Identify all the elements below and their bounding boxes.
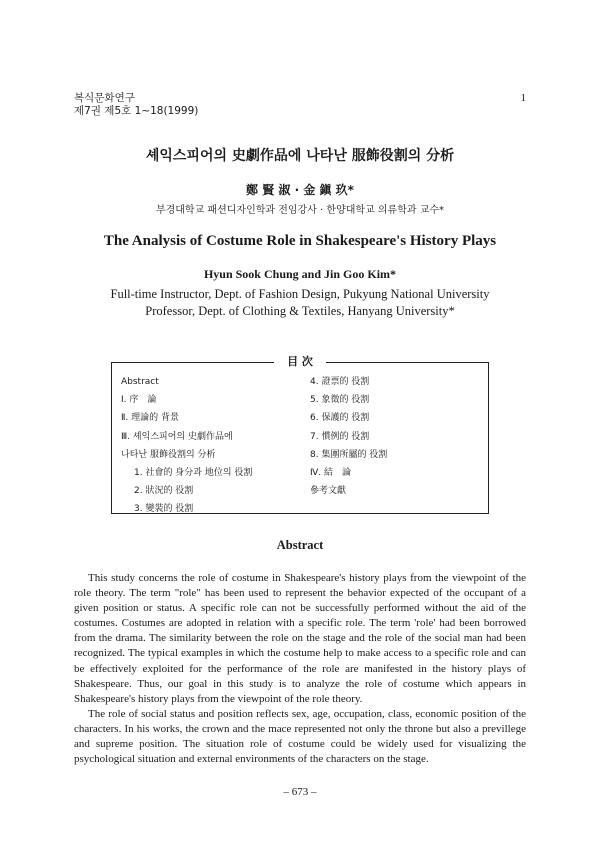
abstract-paragraph: The role of social status and position reflects sex, age, occupation, class, economic position of the characters. In his works, the crown and the mace represented not only the throne but also a previllege and supreme position. The situation role of costume could be widely used for visualizing the psychological situation and external environments of the characters on the stage. <box>74 707 526 766</box>
affiliation-korean: 부경대학교 패션디자인학과 전임강사 · 한양대학교 의류학과 교수* <box>155 205 445 216</box>
page-number-bottom: – 673 – <box>283 786 317 798</box>
toc-item: Ⅰ. 序 論 <box>121 395 157 406</box>
toc-item: Ⅲ. 셰익스피어의 史劇作品에 <box>121 431 233 442</box>
affiliation-english-line1: Full-time Instructor, Dept. of Fashion Design, Pukyung National University <box>110 287 490 301</box>
toc-item: 3. 變裝的 役割 <box>134 504 194 515</box>
affiliation-english-line2: Professor, Dept. of Clothing & Textiles, Hanyang University* <box>145 304 455 318</box>
toc-item: 參考文獻 <box>310 486 347 497</box>
toc-left-column <box>121 373 252 519</box>
journal-volume: 제7권 제5호 1~18(1999) <box>74 105 199 117</box>
journal-citation <box>74 92 198 118</box>
toc-item: 7. 慣例的 役割 <box>310 431 370 442</box>
toc-item: 1. 社會的 身分과 地位의 役割 <box>134 468 253 479</box>
affiliation-english <box>0 286 600 320</box>
toc-item: Ⅳ. 結 論 <box>310 468 352 479</box>
journal-name: 복식문화연구 <box>74 92 135 104</box>
toc-item: 6. 保護的 役割 <box>310 413 370 424</box>
abstract-body <box>74 571 526 767</box>
authors-english: Hyun Sook Chung and Jin Goo Kim* <box>203 267 397 281</box>
toc-item: Ⅱ. 理論的 背景 <box>121 413 180 424</box>
toc-item: 4. 證票的 役割 <box>310 377 370 387</box>
title-korean: 셰익스피어의 史劇作品에 나타난 服飾役割의 分析 <box>145 148 455 164</box>
toc-item: 5. 象徵的 役割 <box>310 395 370 406</box>
toc-item: 2. 狀況的 役割 <box>134 486 194 497</box>
abstract-heading: Abstract <box>276 538 324 552</box>
authors-korean: 鄭 賢 淑 · 金 鎭 玖* <box>246 183 354 197</box>
toc-item: 나타난 服飾役割의 分析 <box>121 449 216 460</box>
abstract-paragraph: This study concerns the role of costume in Shakespeare's history plays from the viewpoint of the role theory. The term "role" has been used to represent the behavior expected of the occupant of a given position or status. A specific role can not be successfully performed without the aid of the costumes. Costumes are adopted in relation with a specific role. The term 'role' had been borrowed from the drama. The similarity between the role on the stage and the role of the social man had been recognized. The typical examples in which the costume help to make access to a specific role and can be effectively exploited for the performance of the role are manifested in the history plays of Shakespeare. Thus, our goal in this study is to analyze the role of costume which appears in Shakespeare's history plays from the viewpoint of the role theory. <box>74 572 526 705</box>
toc-title: 目 次 <box>274 353 326 369</box>
toc-item: 8. 集團所屬的 役割 <box>310 449 388 460</box>
toc-item: Abstract <box>121 377 159 387</box>
toc-right-column <box>310 373 387 500</box>
title-english: The Analysis of Costume Role in Shakespeare's History Plays <box>103 233 497 249</box>
page-number-top: 1 <box>520 92 526 104</box>
